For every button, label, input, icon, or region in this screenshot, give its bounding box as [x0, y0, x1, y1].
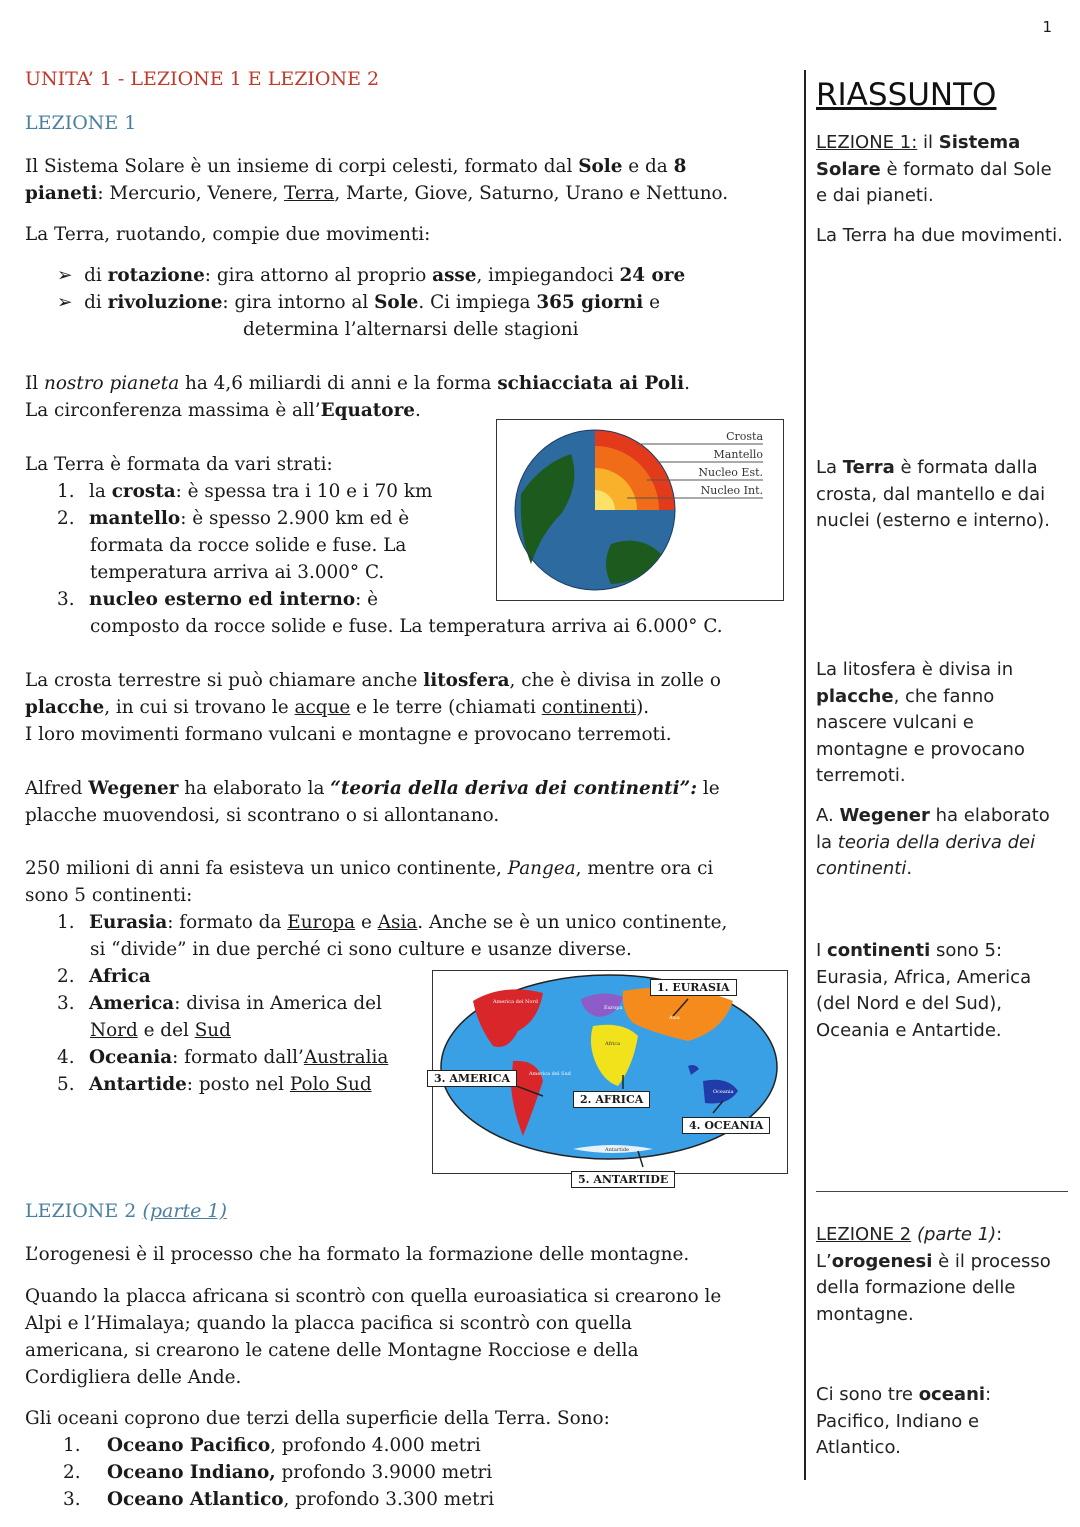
summary-lesson2-orogenesis: LEZIONE 2 (parte 1): L’orogenesi è il processo della formazione delle montagne. — [816, 1224, 1051, 1325]
continent-item-eurasia: 1. Eurasia: formato da Europa e Asia. Anche se è un unico continente, — [57, 912, 728, 933]
collision-paragraph: Quando la placca africana si scontrò con quella euroasiatica si crearono le Alpi e l’Himalaya; quando la placca pacifica si scontrò con quella americana, si crearono le catene delle Montagne Rocciose e della Cordigliera delle Ande. — [25, 1286, 722, 1388]
layer-item-mantle: 2. mantello: è spesso 2.900 km ed è — [57, 508, 410, 529]
lesson1-title: LEZIONE 1 — [25, 112, 137, 134]
map-inner-label-south-america: America del Sud — [529, 1071, 571, 1077]
earth-label-mantle: Mantello — [713, 448, 763, 461]
summary-continents: I continenti sono 5: Eurasia, Africa, America (del Nord e del Sud), Oceania e Antartide. — [816, 940, 1032, 1041]
world-map-figure — [432, 970, 788, 1186]
map-inner-label-africa: Africa — [605, 1041, 621, 1047]
map-label-eurasia: 1. EURASIA — [650, 979, 737, 996]
map-inner-label-europe: Europa — [604, 1005, 623, 1011]
earth-label-lines — [497, 420, 783, 600]
revolution-item-continued: determina l’alternarsi delle stagioni — [243, 319, 579, 340]
map-inner-label-asia: Asia — [669, 1015, 680, 1021]
earth-label-inner-core: Nucleo Int. — [700, 484, 763, 497]
summary-title: RIASSUNTO — [816, 77, 997, 113]
arrow-bullet-icon: ➢ — [57, 265, 73, 286]
summary-lesson1-solar: LEZIONE 1: il Sistema Solare è formato dal Sole e dai pianeti. — [816, 132, 1052, 206]
solar-system-paragraph: Il Sistema Solare è un insieme di corpi celesti, formato dal Sole e da 8 pianeti: Mercurio, Venere, Terra, Marte, Giove, Saturno, Urano e Nettuno. — [25, 156, 729, 204]
column-divider — [804, 70, 806, 1480]
map-label-africa: 2. AFRICA — [573, 1091, 650, 1108]
layer-item-mantle-line3: temperatura arriva ai 3.000° C. — [90, 562, 385, 583]
continent-item-america: 3. America: divisa in America del — [57, 993, 382, 1014]
wegener-paragraph: Alfred Wegener ha elaborato la “teoria della deriva dei continenti”: le placche muovendosi, si scontrano o si allontanano. — [25, 778, 720, 826]
map-label-antarctica: 5. ANTARTIDE — [571, 1171, 675, 1188]
earth-layers-figure — [496, 419, 784, 601]
ocean-item-atlantic: 3. Oceano Atlantico, profondo 3.300 metri — [63, 1489, 495, 1510]
map-inner-label-oceania: Oceania — [713, 1089, 734, 1095]
summary-movements: La Terra ha due movimenti. — [816, 225, 1063, 246]
unit-title: UNITA’ 1 - LEZIONE 1 E LEZIONE 2 — [25, 68, 380, 90]
movements-intro: La Terra, ruotando, compie due movimenti: — [25, 224, 431, 245]
layers-intro: La Terra è formata da vari strati: — [25, 454, 333, 475]
page-number: 1 — [1042, 18, 1052, 36]
pangea-paragraph: 250 milioni di anni fa esisteva un unico continente, Pangea, mentre ora ci sono 5 continenti: — [25, 858, 714, 906]
layer-item-core-line2: composto da rocce solide e fuse. La temperatura arriva ai 6.000° C. — [90, 616, 723, 637]
map-inner-label-antarctica: Antartide — [605, 1147, 629, 1153]
summary-oceans: Ci sono tre oceani: Pacifico, Indiano e Atlantico. — [816, 1384, 992, 1458]
rotation-item: ➢ di rotazione: gira attorno al proprio asse, impiegandoci 24 ore — [57, 265, 686, 286]
layer-item-core: 3. nucleo esterno ed interno: è — [57, 589, 379, 610]
continent-item-antarctica: 5. Antartide: posto nel Polo Sud — [57, 1074, 372, 1095]
earth-label-outer-core: Nucleo Est. — [698, 466, 763, 479]
continent-item-oceania: 4. Oceania: formato dall’Australia — [57, 1047, 389, 1068]
layer-item-crust: 1. la crosta: è spessa tra i 10 e i 70 km — [57, 481, 433, 502]
continent-item-eurasia-line2: si “divide” in due perché ci sono culture e usanze diverse. — [90, 939, 632, 960]
lithosphere-paragraph: La crosta terrestre si può chiamare anche litosfera, che è divisa in zolle o placche, in cui si trovano le acque e le terre (chiamati continenti). I loro movimenti formano vulcani e montagne e provocano terremoti. — [25, 670, 721, 745]
orogenesis-paragraph: L’orogenesi è il processo che ha formato la formazione delle montagne. — [25, 1244, 690, 1265]
earth-label-crust: Crosta — [726, 430, 763, 443]
lesson2-title: LEZIONE 2 (parte 1) — [25, 1200, 227, 1222]
summary-lithosphere: La litosfera è divisa in placche, che fanno nascere vulcani e montagne e provocano terremoti. — [816, 659, 1025, 786]
planet-age-paragraph: Il nostro pianeta ha 4,6 miliardi di anni e la forma schiacciata ai Poli. La circonferenza massima è all’Equatore. — [25, 373, 690, 421]
continent-item-africa: 2. Africa — [57, 966, 151, 987]
arrow-bullet-icon: ➢ — [57, 292, 73, 313]
ocean-item-indian: 2. Oceano Indiano, profondo 3.9000 metri — [63, 1462, 493, 1483]
continent-item-america-line2: Nord e del Sud — [90, 1020, 231, 1041]
map-inner-label-north-america: America del Nord — [493, 999, 538, 1005]
summary-section-divider — [816, 1191, 1068, 1192]
map-label-america: 3. AMERICA — [427, 1070, 517, 1087]
revolution-item: ➢ di rivoluzione: gira intorno al Sole. Ci impiega 365 giorni e — [57, 292, 661, 313]
oceans-intro: Gli oceani coprono due terzi della superficie della Terra. Sono: — [25, 1408, 610, 1429]
summary-wegener: A. Wegener ha elaborato la teoria della deriva dei continenti. — [816, 805, 1050, 879]
layer-item-mantle-line2: formata da rocce solide e fuse. La — [90, 535, 407, 556]
summary-layers: La Terra è formata dalla crosta, dal mantello e dai nuclei (esterno e interno). — [816, 457, 1050, 531]
map-label-oceania: 4. OCEANIA — [682, 1117, 770, 1134]
ocean-item-pacific: 1. Oceano Pacifico, profondo 4.000 metri — [63, 1435, 481, 1456]
